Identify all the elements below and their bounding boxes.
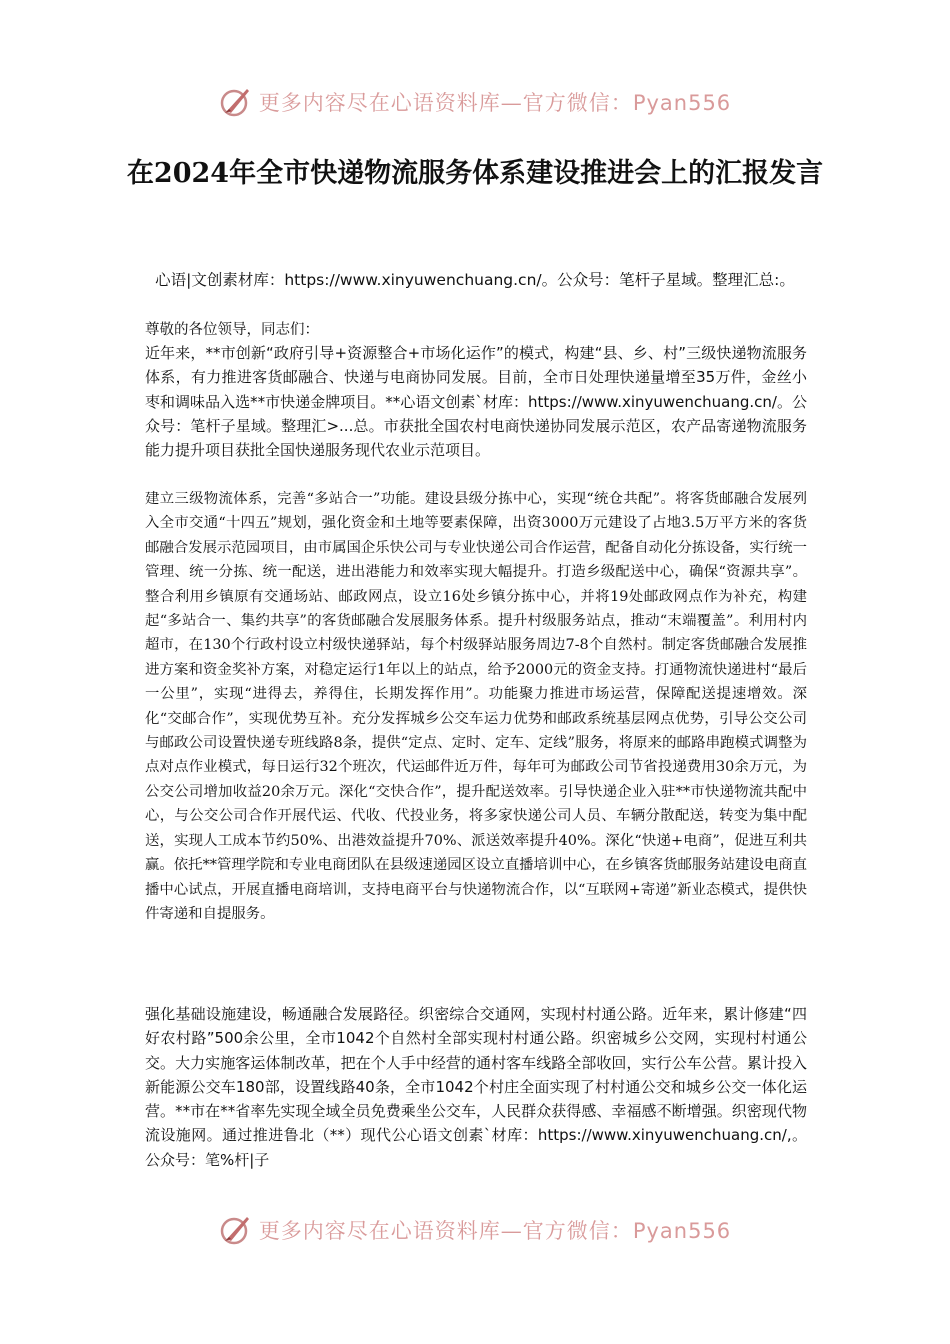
watermark-handle: Pyan556 — [632, 91, 732, 115]
quill-pen-logo-icon — [219, 85, 253, 119]
paragraph-infrastructure: 强化基础设施建设，畅通融合发展路径。织密综合交通网，实现村村通公路。近年来，累计修建“四好农村路”500余公里，全市1042个自然村全部实现村村通公路。织密城乡公交网，实现村村通公交。大力实施客运体制改革，把在个人手中经营的通村客车线路全部收回，实行公车公营。累计投入新能源公交车180部，设置线路40条，全市1042个村庄全面实现了村村通公交和城乡公交一体化运营。**市在**省率先实现全域全员免费乘坐公交车，人民群众获得感、幸福感不断增强。织密现代物流设施网。通过推进鲁北（**）现代公心语文创素`材库：https://www.xinyuwenchuang.cn/,。公众号：笔%杆|子 — [145, 1005, 807, 1169]
document-title: 在2024年全市快递物流服务体系建设推进会上的汇报发言 — [126, 158, 824, 189]
paragraph-logistics-system: 建立三级物流体系，完善“多站合一”功能。建设县级分拣中心，实现“统仓共配”。将客货邮融合发展列入全市交通“十四五”规划，强化资金和土地等要素保障，出资3000万元建设了占地3.5万平方米的客货邮融合发展示范园项目，由市属国企乐快公司与专业快递公司合作运营，配备自动化分拣设备，实行统一管理、统一分拣、统一配送，进出港能力和效率实现大幅提升。打造乡级配送中心，确保“资源共享”。整合利用乡镇原有交通场站、邮政网点，设立16处乡镇分拣中心，并将19处邮政网点作为补充，构建起“多站合一、集约共享”的客货邮融合发展服务体系。提升村级服务站点，推动“末端覆盖”。利用村内超市，在130个行政村设立村级快递驿站，每个村级驿站服务周边7-8个自然村。制定客货邮融合发展推进方案和资金奖补方案，对稳定运行1年以上的站点，给予2000元的资金支持。打通物流快递进村“最后一公里”，实现“进得去，养得住，长期发挥作用”。功能聚力推进市场运营，保障配送提速增效。深化“交邮合作”，实现优势互补。充分发挥城乡公交车运力优势和邮政系统基层网点优势，引导公交公司与邮政公司设置快递专班线路8条，提供“定点、定时、定车、定线”服务，将原来的邮路串跑模式调整为点对点作业模式，每日运行32个班次，代运邮件近万件，每年可为邮政公司节省投递费用30余万元，为公交公司增加收益20余万元。深化“交快合作”，提升配送效率。引导快递企业入驻**市快递物流共配中心，与公交公司合作开展代运、代收、代投业务，将多家快递公司人员、车辆分散配送，转变为集中配送，实现人工成本节约50%、出港效益提升70%、派送效率提升40%。深化“快递+电商”，促进互利共赢。依托**管理学院和专业电商团队在县级速递园区设立直播培训中心，在乡镇客货邮服务站建设电商直播中心试点，开展直播电商培训，支持电商平台与快递物流合作，以“互联网+寄递”新业态模式，提供快件寄递和自提服务。 — [145, 491, 807, 922]
watermark-text: 更多内容尽在心语资料库—官方微信：Pyan556 — [258, 1219, 732, 1243]
document-body — [145, 320, 807, 1172]
paragraph-intro: 近年来，**市创新“政府引导+资源整合+市场化运作”的模式，构建“县、乡、村”三级快递物流服务体系，有力推进客货邮融合、快递与电商协同发展。目前，全市日处理快递量增至35万件，金丝小枣和调味品入选**市快递金牌项目。**心语文创素`材库：https://www.xinyuwenchuang.cn/。公众号：笔杆子星域。整理汇>...总。市获批全国农村电商快递协同发展示范区，农产品寄递物流服务能力提升项目获批全国快递服务现代农业示范项目。 — [145, 344, 807, 460]
source-line: 心语|文创素材库：https://www.xinyuwenchuang.cn/。公众号：笔杆子星域。整理汇总:。 — [155, 271, 795, 289]
quill-pen-logo-icon — [219, 1213, 253, 1247]
watermark-handle: Pyan556 — [632, 1219, 732, 1243]
greeting: 尊敬的各位领导，同志们： — [145, 322, 319, 338]
watermark-banner-top — [0, 82, 950, 122]
watermark-text: 更多内容尽在心语资料库—官方微信：Pyan556 — [258, 91, 732, 115]
watermark-banner-bottom — [0, 1210, 950, 1250]
